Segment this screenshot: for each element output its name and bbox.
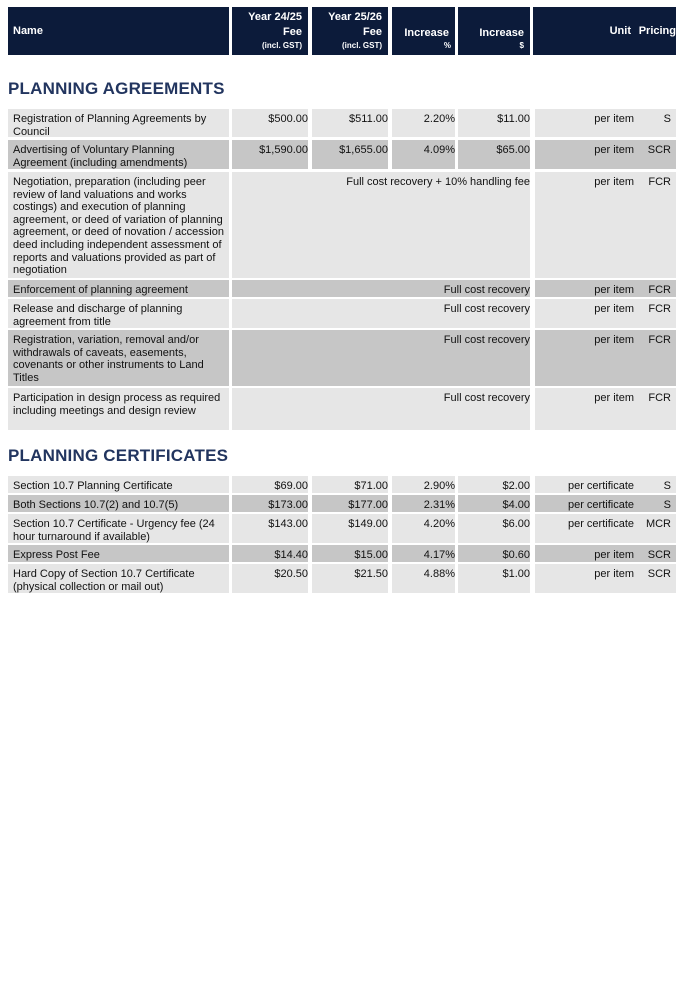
row-pricing-value: FCR (648, 284, 671, 296)
row-pricing-value: FCR (648, 176, 671, 188)
row-increase-pct (392, 109, 455, 137)
row-increase-dol-value: $1.00 (502, 568, 530, 580)
row-pricing-value: S (663, 499, 671, 511)
header-fee-2526 (312, 7, 388, 55)
row-unit-value: per item (594, 549, 634, 561)
row-unit (535, 330, 639, 386)
header-name-label: Name (13, 25, 43, 37)
row-name: Registration of Planning Agreements by Council (8, 109, 229, 137)
table-header (8, 7, 676, 55)
row-pricing (639, 109, 676, 137)
row-increase-dol-value: $11.00 (497, 113, 530, 125)
row-name: Hard Copy of Section 10.7 Certificate (physical collection or mail out) (8, 564, 229, 593)
row-fee-2526-value: $149.00 (348, 518, 388, 530)
row-unit (535, 476, 639, 493)
row-name: Negotiation, preparation (including peer review of land valuations and works costings) and execution of planning agreement, or deed of variation of planning agreement, or deed of novation / accession deed including independent assessment of reports and valuations provided as part of negotiation (8, 172, 229, 278)
row-fee-2425 (232, 514, 308, 543)
row-pricing (639, 514, 676, 543)
row-unit (535, 109, 639, 137)
row-unit-value: per certificate (567, 499, 634, 511)
row-name: Registration, variation, removal and/or withdrawals of caveats, easements, covenants or other instruments to Land Titles (8, 330, 229, 386)
row-pricing (639, 495, 676, 512)
row-fee-2526 (312, 545, 388, 562)
row-increase-pct (392, 140, 455, 169)
row-increase-dol (458, 564, 530, 593)
row-fee-2425-value: $20.50 (274, 568, 308, 580)
table-row (8, 330, 676, 386)
row-increase-pct-value: 4.17% (423, 549, 455, 561)
row-increase-pct (392, 495, 455, 512)
row-increase-pct (392, 545, 455, 562)
row-increase-pct-value: 4.20% (423, 518, 455, 530)
row-pricing-value: S (663, 480, 671, 492)
row-increase-pct (392, 476, 455, 493)
row-fee-2526 (312, 109, 388, 137)
row-fee-2526 (312, 140, 388, 169)
row-increase-dol-value: $65.00 (496, 144, 530, 156)
row-fee-2425 (232, 545, 308, 562)
row-unit (535, 280, 639, 297)
table-row (8, 299, 676, 328)
row-fee-2425 (232, 564, 308, 593)
row-name: Enforcement of planning agreement (8, 280, 229, 297)
table-row (8, 564, 676, 593)
header-fee-2425-fee: Fee (283, 26, 302, 38)
row-pricing (639, 564, 676, 593)
header-increase-pct (392, 7, 455, 55)
table-row (8, 476, 676, 493)
header-fee-2526-fee: Fee (363, 26, 382, 38)
row-unit-value: per item (594, 284, 634, 296)
table-row (8, 514, 676, 543)
row-fee-2425 (232, 476, 308, 493)
section-title-planning-certificates: PLANNING CERTIFICATES (8, 446, 229, 465)
table-row (8, 388, 676, 430)
row-increase-pct-value: 2.20% (423, 113, 455, 125)
row-increase-pct-value: 2.90% (423, 480, 455, 492)
header-increase-dol (458, 7, 530, 55)
row-pricing-value: S (663, 113, 671, 125)
header-increase-pct-unit: % (443, 41, 451, 50)
row-unit-value: per item (594, 113, 634, 125)
row-increase-dol (458, 514, 530, 543)
row-increase-dol-value: $0.60 (502, 549, 530, 561)
row-increase-pct (392, 514, 455, 543)
header-unit-pricing (533, 7, 676, 55)
row-fee-2425-value: $173.00 (268, 499, 308, 511)
row-increase-pct-value: 4.09% (423, 144, 455, 156)
row-fee-merged-value: Full cost recovery + 10% handling fee (346, 176, 530, 188)
row-increase-dol (458, 109, 530, 137)
row-name: Advertising of Voluntary Planning Agreement (including amendments) (8, 140, 229, 169)
row-fee-merged (232, 388, 530, 430)
header-increase-pct-label: Increase (404, 27, 449, 39)
row-pricing-value: FCR (648, 303, 671, 315)
row-increase-dol (458, 495, 530, 512)
row-pricing (639, 476, 676, 493)
row-increase-dol-value: $4.00 (502, 499, 530, 511)
row-fee-2526-value: $15.00 (354, 549, 388, 561)
row-fee-2526 (312, 514, 388, 543)
row-fee-merged-value: Full cost recovery (443, 303, 530, 315)
row-unit-value: per certificate (567, 480, 634, 492)
row-unit-value: per item (594, 334, 634, 346)
row-increase-pct (392, 564, 455, 593)
row-fee-merged-value: Full cost recovery (443, 392, 530, 404)
row-fee-merged (232, 172, 530, 278)
row-unit (535, 495, 639, 512)
row-pricing-value: SCR (647, 144, 671, 156)
row-pricing (639, 330, 676, 386)
row-fee-2526-value: $177.00 (348, 499, 388, 511)
section-title-planning-agreements: PLANNING AGREEMENTS (8, 79, 225, 98)
header-increase-dol-label: Increase (479, 27, 524, 39)
header-fee-2526-year: Year 25/26 (328, 11, 382, 23)
row-fee-2526 (312, 564, 388, 593)
row-unit (535, 299, 639, 328)
row-fee-merged (232, 330, 530, 386)
row-fee-2425-value: $500.00 (268, 113, 308, 125)
row-fee-merged (232, 299, 530, 328)
row-increase-dol-value: $2.00 (502, 480, 530, 492)
row-unit (535, 172, 639, 278)
row-unit-value: per item (594, 144, 634, 156)
table-row (8, 172, 676, 278)
row-fee-2526 (312, 476, 388, 493)
row-pricing (639, 545, 676, 562)
table-row (8, 545, 676, 562)
row-pricing-value: FCR (648, 392, 671, 404)
header-fee-2526-gst: (incl. GST) (342, 41, 382, 50)
row-fee-2526 (312, 495, 388, 512)
row-fee-2526-value: $21.50 (354, 568, 388, 580)
row-fee-2425 (232, 109, 308, 137)
row-increase-dol-value: $6.00 (502, 518, 530, 530)
row-fee-2526-value: $71.00 (354, 480, 388, 492)
row-name: Participation in design process as required including meetings and design review (8, 388, 229, 430)
table-row (8, 280, 676, 297)
header-unit: Unit (609, 25, 631, 37)
header-pricing: Pricing (638, 25, 676, 37)
row-pricing (639, 299, 676, 328)
row-pricing (639, 280, 676, 297)
row-fee-2425-value: $14.40 (274, 549, 308, 561)
row-unit-value: per item (594, 568, 634, 580)
row-fee-2425 (232, 140, 308, 169)
row-increase-pct-value: 2.31% (423, 499, 455, 511)
header-name (8, 7, 229, 55)
table-row (8, 495, 676, 512)
row-unit-value: per certificate (567, 518, 634, 530)
row-fee-2425-value: $69.00 (274, 480, 308, 492)
row-name: Section 10.7 Certificate - Urgency fee (24 hour turnaround if available) (8, 514, 229, 543)
row-fee-2425-value: $143.00 (268, 518, 308, 530)
header-fee-2425-gst: (incl. GST) (262, 41, 302, 50)
row-pricing (639, 388, 676, 430)
row-name: Section 10.7 Planning Certificate (8, 476, 229, 493)
row-fee-2425-value: $1,590.00 (259, 144, 308, 156)
row-pricing-value: FCR (648, 334, 671, 346)
row-pricing (639, 172, 676, 278)
table-row (8, 140, 676, 169)
row-name: Release and discharge of planning agreement from title (8, 299, 229, 328)
row-increase-dol (458, 545, 530, 562)
row-pricing-value: MCR (645, 518, 671, 530)
row-increase-dol (458, 476, 530, 493)
row-pricing-value: SCR (647, 568, 671, 580)
table-row (8, 109, 676, 137)
row-increase-dol (458, 140, 530, 169)
row-unit (535, 545, 639, 562)
row-unit (535, 388, 639, 430)
header-fee-2425-year: Year 24/25 (248, 11, 302, 23)
header-fee-2425 (232, 7, 308, 55)
row-name: Express Post Fee (8, 545, 229, 562)
row-unit (535, 564, 639, 593)
row-unit (535, 514, 639, 543)
row-unit-value: per item (594, 392, 634, 404)
row-fee-merged-value: Full cost recovery (443, 284, 530, 296)
row-pricing-value: SCR (647, 549, 671, 561)
row-unit (535, 140, 639, 169)
row-increase-pct-value: 4.88% (423, 568, 455, 580)
row-unit-value: per item (594, 176, 634, 188)
row-name: Both Sections 10.7(2) and 10.7(5) (8, 495, 229, 512)
row-unit-value: per item (594, 303, 634, 315)
row-pricing (639, 140, 676, 169)
row-fee-2526-value: $511.00 (349, 113, 388, 125)
row-fee-2526-value: $1,655.00 (339, 144, 388, 156)
row-fee-merged (232, 280, 530, 297)
row-fee-2425 (232, 495, 308, 512)
header-increase-dol-unit: $ (519, 41, 524, 50)
row-fee-merged-value: Full cost recovery (443, 334, 530, 346)
